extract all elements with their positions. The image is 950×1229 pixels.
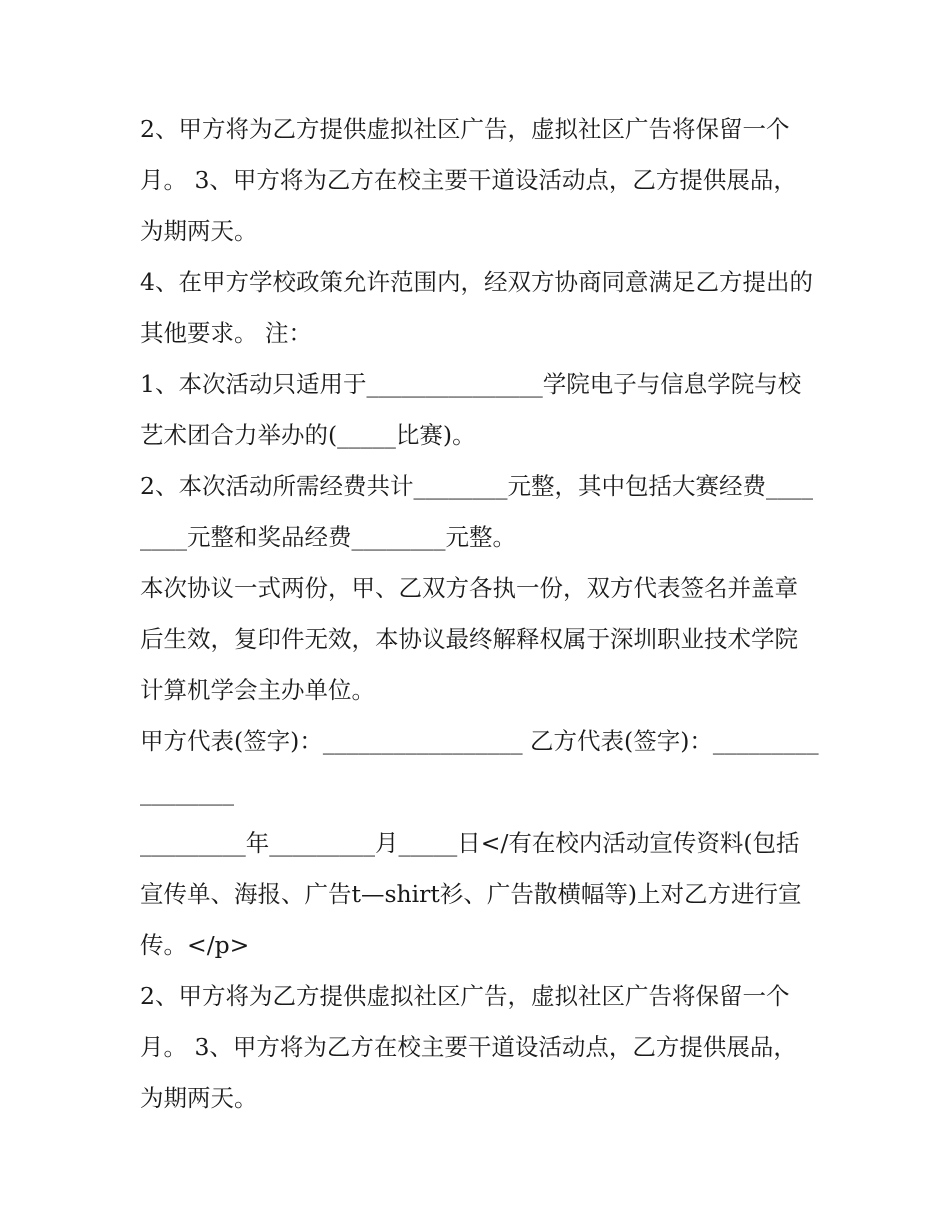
paragraph-date-and-promotion: _________年_________月_____日</有在校内活动宣传资料(包括宣传单、海报、广告t—shirt衫、广告散横幅等)上对乙方进行宣传。</p>	[140, 829, 802, 959]
paragraph-other-requirements: 4、在甲方学校政策允许范围内，经双方协商同意满足乙方提出的其他要求。 注：	[140, 268, 813, 347]
paragraph-virtual-community-ad: 2、甲方将为乙方提供虚拟社区广告，虚拟社区广告将保留一个月。 3、甲方将为乙方在校主要干道设活动点，乙方提供展品，为期两天。	[140, 115, 797, 245]
document-body	[140, 104, 820, 1124]
paragraph-virtual-community-ad-repeat: 2、甲方将为乙方提供虚拟社区广告，虚拟社区广告将保留一个月。 3、甲方将为乙方在校主要干道设活动点，乙方提供展品，为期两天。	[140, 982, 797, 1112]
paragraph-funding: 2、本次活动所需经费共计________元整，其中包括大赛经费________元整和奖品经费________元整。	[140, 472, 813, 551]
paragraph-agreement-terms: 本次协议一式两份，甲、乙双方各执一份，双方代表签名并盖章后生效，复印件无效，本协议最终解释权属于深圳职业技术学院计算机学会主办单位。	[140, 574, 798, 704]
paragraph-signatures: 甲方代表(签字)：_________________ 乙方代表(签字)：_________________	[140, 727, 819, 806]
paragraph-activity-scope: 1、本次活动只适用于_______________学院电子与信息学院与校艺术团合力举办的(_____比赛)。	[140, 370, 802, 449]
